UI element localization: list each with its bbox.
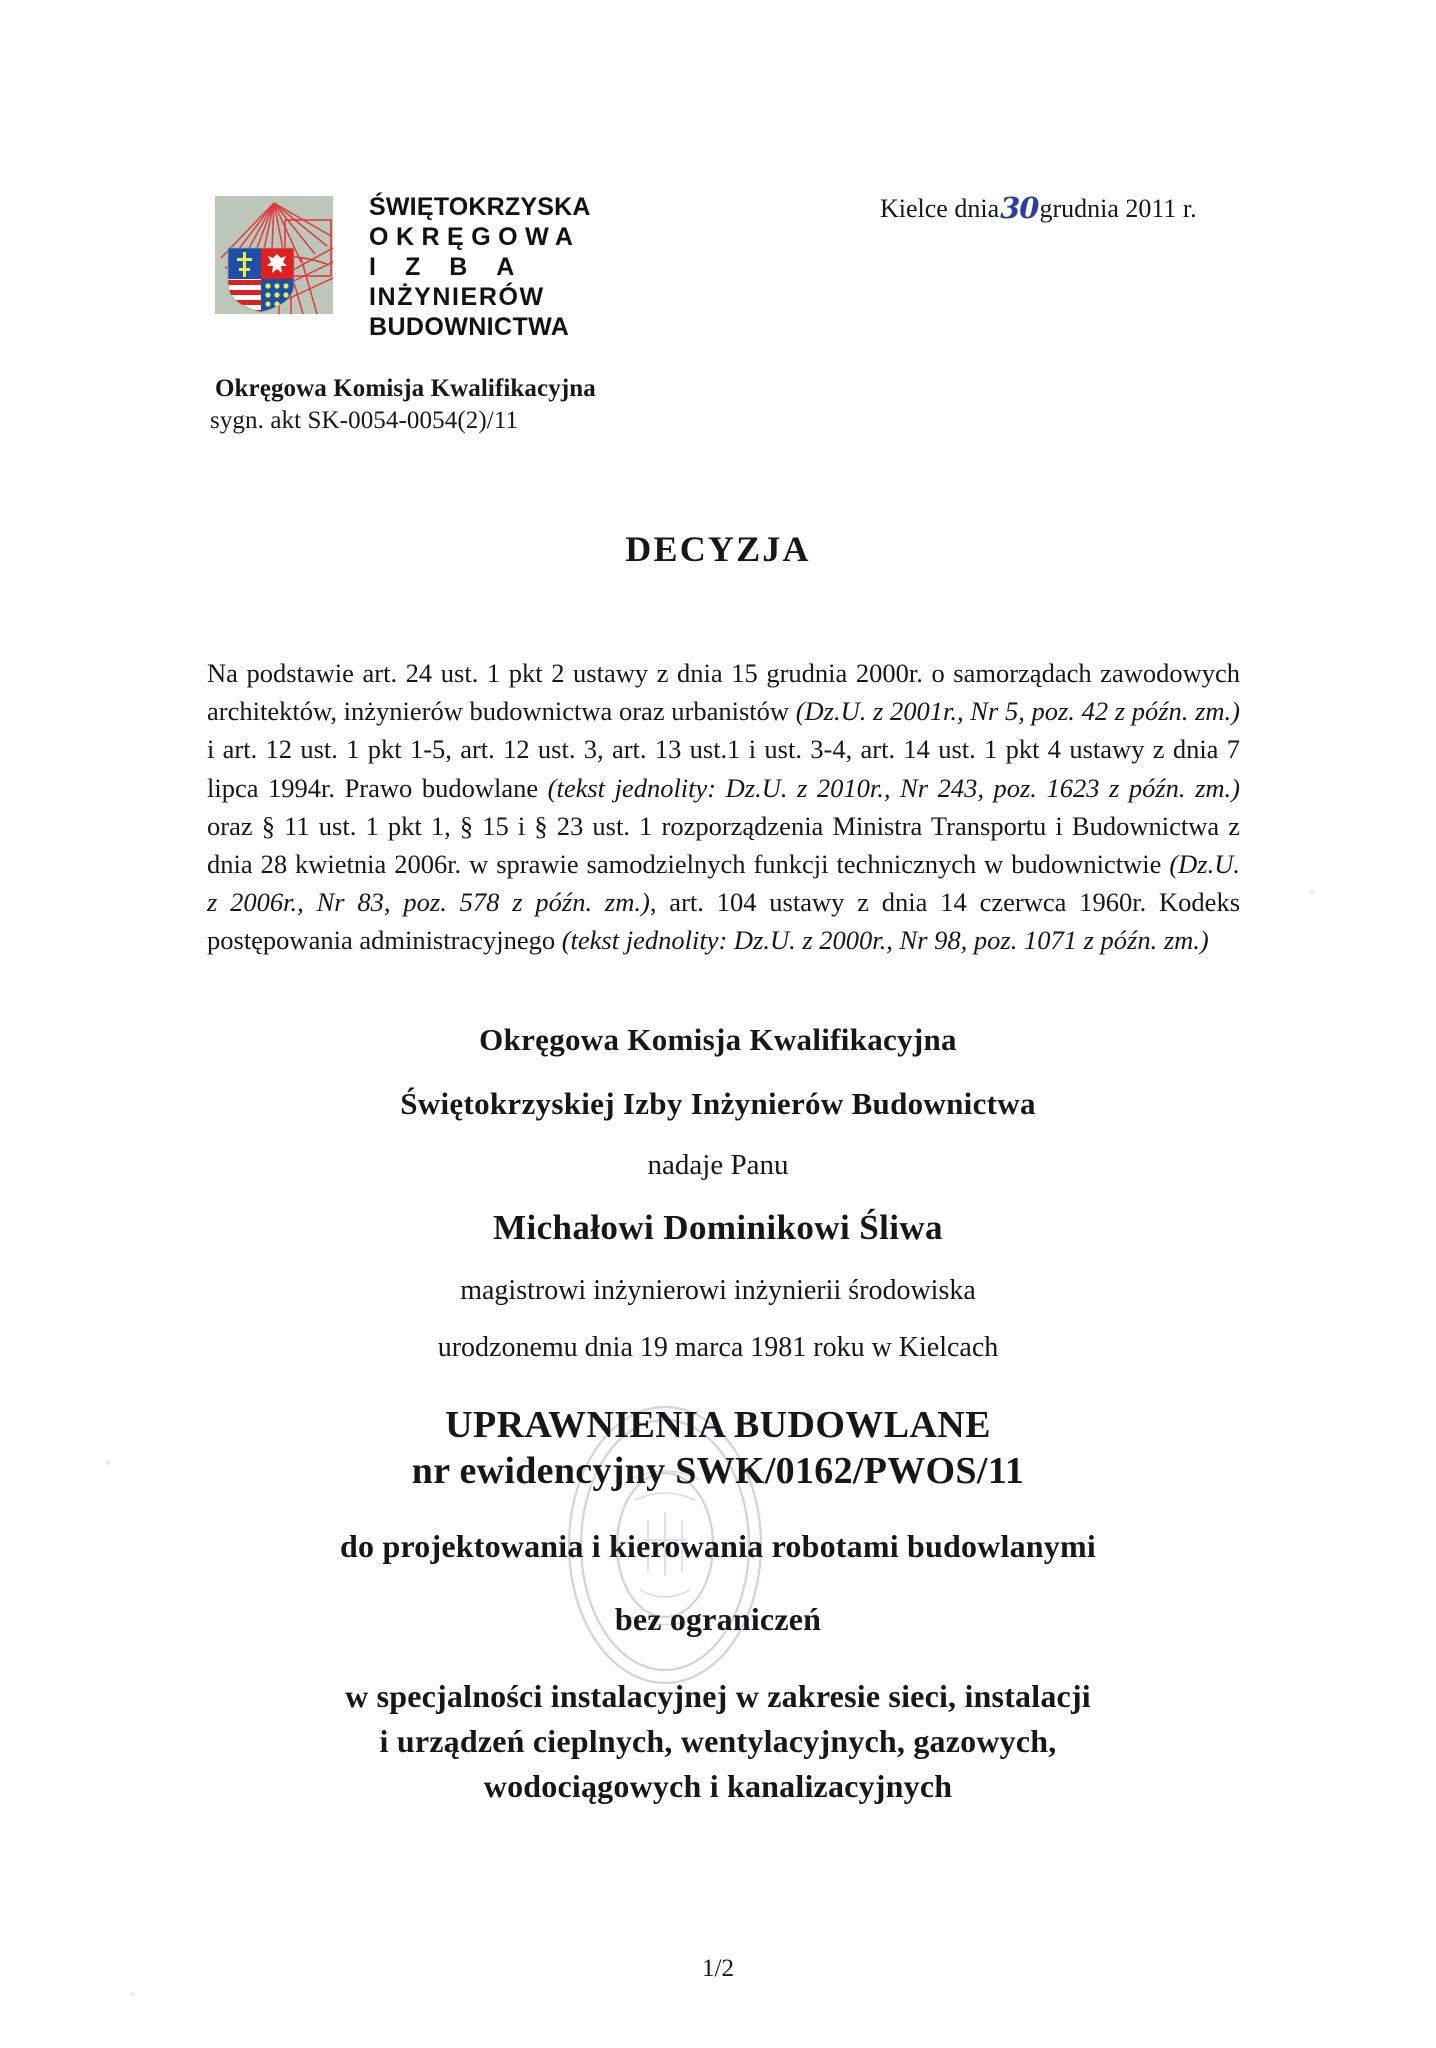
issue-date-prefix: Kielce dnia [880, 194, 1000, 223]
organization-logo-block [215, 193, 591, 342]
legal-basis-segment-0: Na podstawie art. 24 ust. 1 pkt 2 ustawy z dnia 15 grudnia 2000r. o samorządach zawodowych architektów, inżynierów budownictwa oraz urbanistów [207, 658, 1240, 727]
logo-line-5: BUDOWNICTWA [369, 313, 570, 341]
logo-line-4: INŻYNIERÓW [369, 283, 545, 311]
scan-speck [130, 1992, 135, 1996]
legal-basis-segment-3: (tekst jednolity: Dz.U. z 2010r., Nr 243, poz. 1623 z późn. zm.) [547, 772, 1240, 803]
logo-line-3: IZBA [369, 253, 544, 281]
award-recipient-name: Michałowi Dominikowi Śliwa [493, 1208, 943, 1247]
legal-basis-segment-1: (Dz.U. z 2001r., Nr 5, poz. 42 z późn. zm.) [795, 696, 1240, 727]
award-specialty-line-2: i urządzeń cieplnych, wentylacyjnych, gazowych, [379, 1723, 1057, 1759]
award-scope: do projektowania i kierowania robotami budowlanymi [340, 1528, 1096, 1564]
issue-date-handwritten-day: 30 [1000, 191, 1039, 225]
award-authority-line-1: Okręgowa Komisja Kwalifikacyjna [479, 1022, 957, 1057]
page-title: DECYZJA [625, 529, 811, 569]
swietokrzyska-chamber-logo-icon [215, 196, 333, 314]
award-limitation: bez ograniczeń [614, 1601, 822, 1637]
scan-speck [1310, 890, 1314, 894]
award-recipient-degree: magistrowi inżynierowi inżynierii środowiska [460, 1275, 976, 1306]
legal-basis-segment-4: oraz § 11 ust. 1 pkt 1, § 15 i § 23 ust. 1 rozporządzenia Ministra Transportu i Budownictwa z dnia 28 kwietnia 2006r. w sprawie samodzielnych funkcji technicznych w budownictwie [207, 810, 1240, 880]
logo-line-1: ŚWIĘTOKRZYSKA [369, 193, 591, 221]
page-number: 1/2 [702, 1955, 734, 1982]
award-license-number: nr ewidencyjny SWK/0162/PWOS/11 [411, 1450, 1025, 1492]
legal-basis-segment-6: , art. 104 ustawy z dnia 14 czerwca 1960r. Kodeks postępowania administracyjnego [207, 887, 1241, 956]
award-block [0, 1022, 1436, 1809]
legal-basis-segment-2: i art. 12 ust. 1 pkt 1-5, art. 12 ust. 3, art. 13 ust.1 i ust. 3-4, art. 14 ust. 1 pkt 4 ustawy z dnia 7 lipca 1994r. Prawo budowlane [207, 734, 1240, 803]
issue-date-line [880, 190, 1197, 224]
organization-name [369, 192, 591, 342]
issue-date-suffix: grudnia 2011 r. [1039, 194, 1197, 223]
award-recipient-birth: urodzonemu dnia 19 marca 1981 roku w Kielcach [437, 1332, 999, 1363]
logo-line-2: OKRĘGOWA [369, 223, 581, 251]
award-authority-line-2: Świętokrzyskiej Izby Inżynierów Budownictwa [400, 1086, 1036, 1121]
header-case-signature: sygn. akt SK-0054-0054(2)/11 [210, 407, 519, 434]
legal-basis-segment-5: (Dz.U. z 2006r., Nr 83, poz. 578 z późn. zm.) [207, 849, 1240, 918]
award-specialty-line-1: w specjalności instalacyjnej w zakresie sieci, instalacji [345, 1678, 1091, 1714]
legal-basis-segment-7: (tekst jednolity: Dz.U. z 2000r., Nr 98, poz. 1071 z późn. zm.) [561, 925, 1209, 956]
award-license-title: UPRAWNIENIA BUDOWLANE [445, 1404, 991, 1446]
award-specialty-line-3: wodociągowych i kanalizacyjnych [483, 1768, 953, 1804]
award-grants-label: nadaje Panu [647, 1149, 789, 1181]
header-commission-name: Okręgowa Komisja Kwalifikacyjna [215, 375, 596, 402]
document-header [0, 0, 1436, 434]
legal-basis-paragraph [207, 654, 1240, 960]
